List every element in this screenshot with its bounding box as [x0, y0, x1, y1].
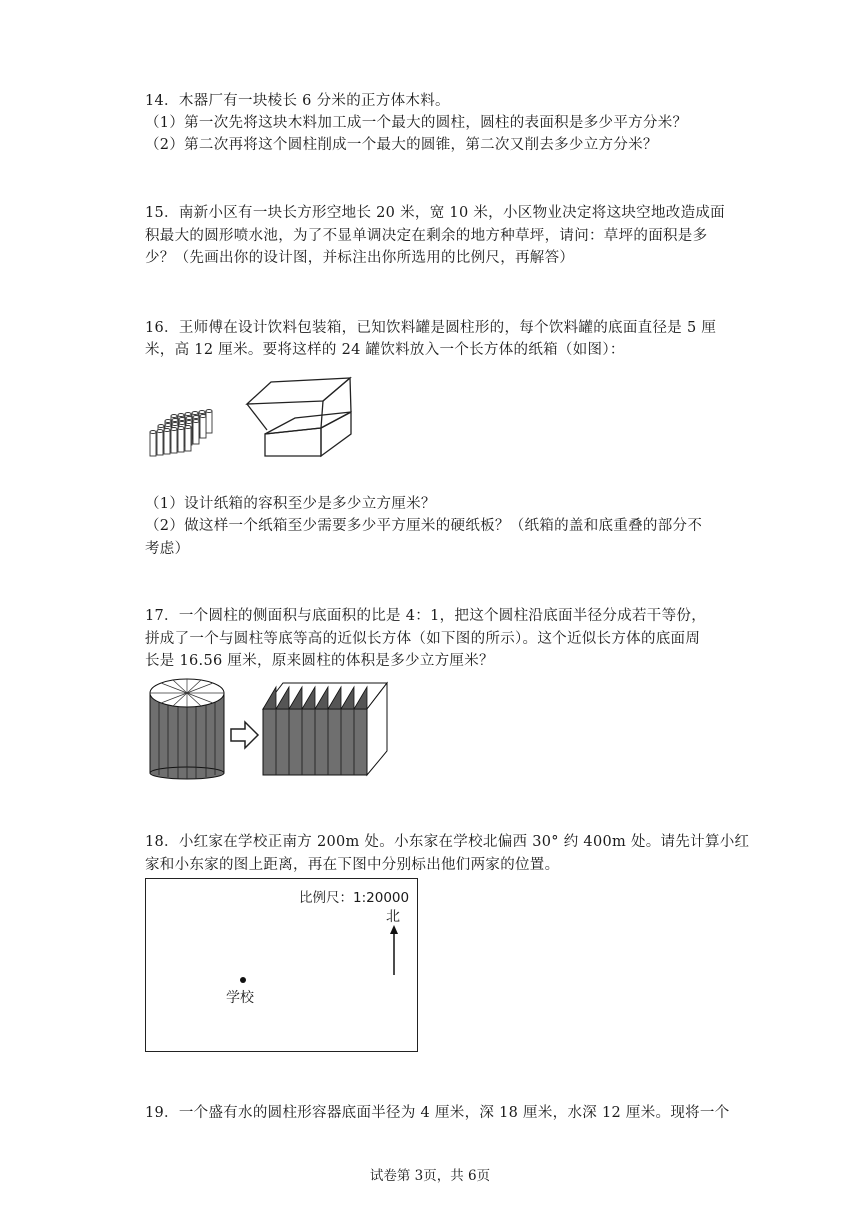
cylinder-to-cuboid-figure	[145, 673, 395, 783]
sliced-cylinder-illustration	[150, 679, 224, 779]
open-box-illustration	[247, 378, 351, 456]
q16-line1: 16．王师傅在设计饮料包装箱，已知饮料罐是圆柱形的，每个饮料罐的底面直径是 5 厘	[145, 320, 717, 336]
q14-part1: （1）第一次先将这块木料加工成一个最大的圆柱，圆柱的表面积是多少平方分米？	[145, 115, 688, 131]
school-label: 学校	[226, 990, 254, 1006]
school-dot	[240, 977, 246, 983]
q18-line1: 18．小红家在学校正南方 200m 处。小东家在学校北偏西 30° 约 400m 处。请先计算小红	[145, 834, 750, 850]
q18-line2: 家和小东家的图上距离，再在下图中分别标出他们两家的位置。	[145, 857, 560, 873]
page-footer: 试卷第 3页，共 6页	[369, 1168, 491, 1184]
north-label: 北	[386, 909, 400, 925]
north-arrow-icon	[384, 923, 404, 977]
q14-title: 14．木器厂有一块棱长 6 分米的正方体木料。	[145, 93, 450, 109]
q19-line1: 19．一个盛有水的圆柱形容器底面半径为 4 厘米，深 18 厘米，水深 12 厘米。现将一个	[145, 1105, 730, 1121]
q15-line3: 少？（先画出你的设计图，并标注出你所选用的比例尺，再解答）	[145, 250, 575, 266]
q16-part2-cont: 考虑）	[145, 541, 190, 557]
beverage-cans-illustration	[150, 410, 212, 457]
map-box	[145, 878, 418, 1052]
q16-part1: （1）设计纸箱的容积至少是多少立方厘米？	[145, 496, 436, 512]
arrow-right-icon	[231, 722, 258, 748]
q15-line2: 积最大的圆形喷水池，为了不显单调决定在剩余的地方种草坪，请问：草坪的面积是多	[145, 228, 708, 244]
cans-and-box-figure	[145, 368, 360, 468]
q17-line1: 17．一个圆柱的侧面积与底面积的比是 4：1，把这个圆柱沿底面半径分成若干等份，	[145, 608, 707, 624]
q14-part2: （2）第二次再将这个圆柱削成一个最大的圆锥，第二次又削去多少立方分米？	[145, 137, 658, 153]
q16-line2: 米，高 12 厘米。要将这样的 24 罐饮料放入一个长方体的纸箱（如图）：	[145, 342, 625, 358]
approx-cuboid-illustration	[263, 683, 387, 775]
q16-part2: （2）做这样一个纸箱至少需要多少平方厘米的硬纸板？（纸箱的盖和底重叠的部分不	[145, 518, 703, 534]
q17-line2: 拼成了一个与圆柱等底等高的近似长方体（如下图的所示）。这个近似长方体的底面周	[145, 631, 701, 647]
scale-label: 比例尺：1:20000	[299, 890, 410, 906]
q15-line1: 15．南新小区有一块长方形空地长 20 米，宽 10 米，小区物业决定将这块空地改造成面	[145, 205, 725, 221]
q17-line3: 长是 16.56 厘米，原来圆柱的体积是多少立方厘米？	[145, 653, 494, 669]
